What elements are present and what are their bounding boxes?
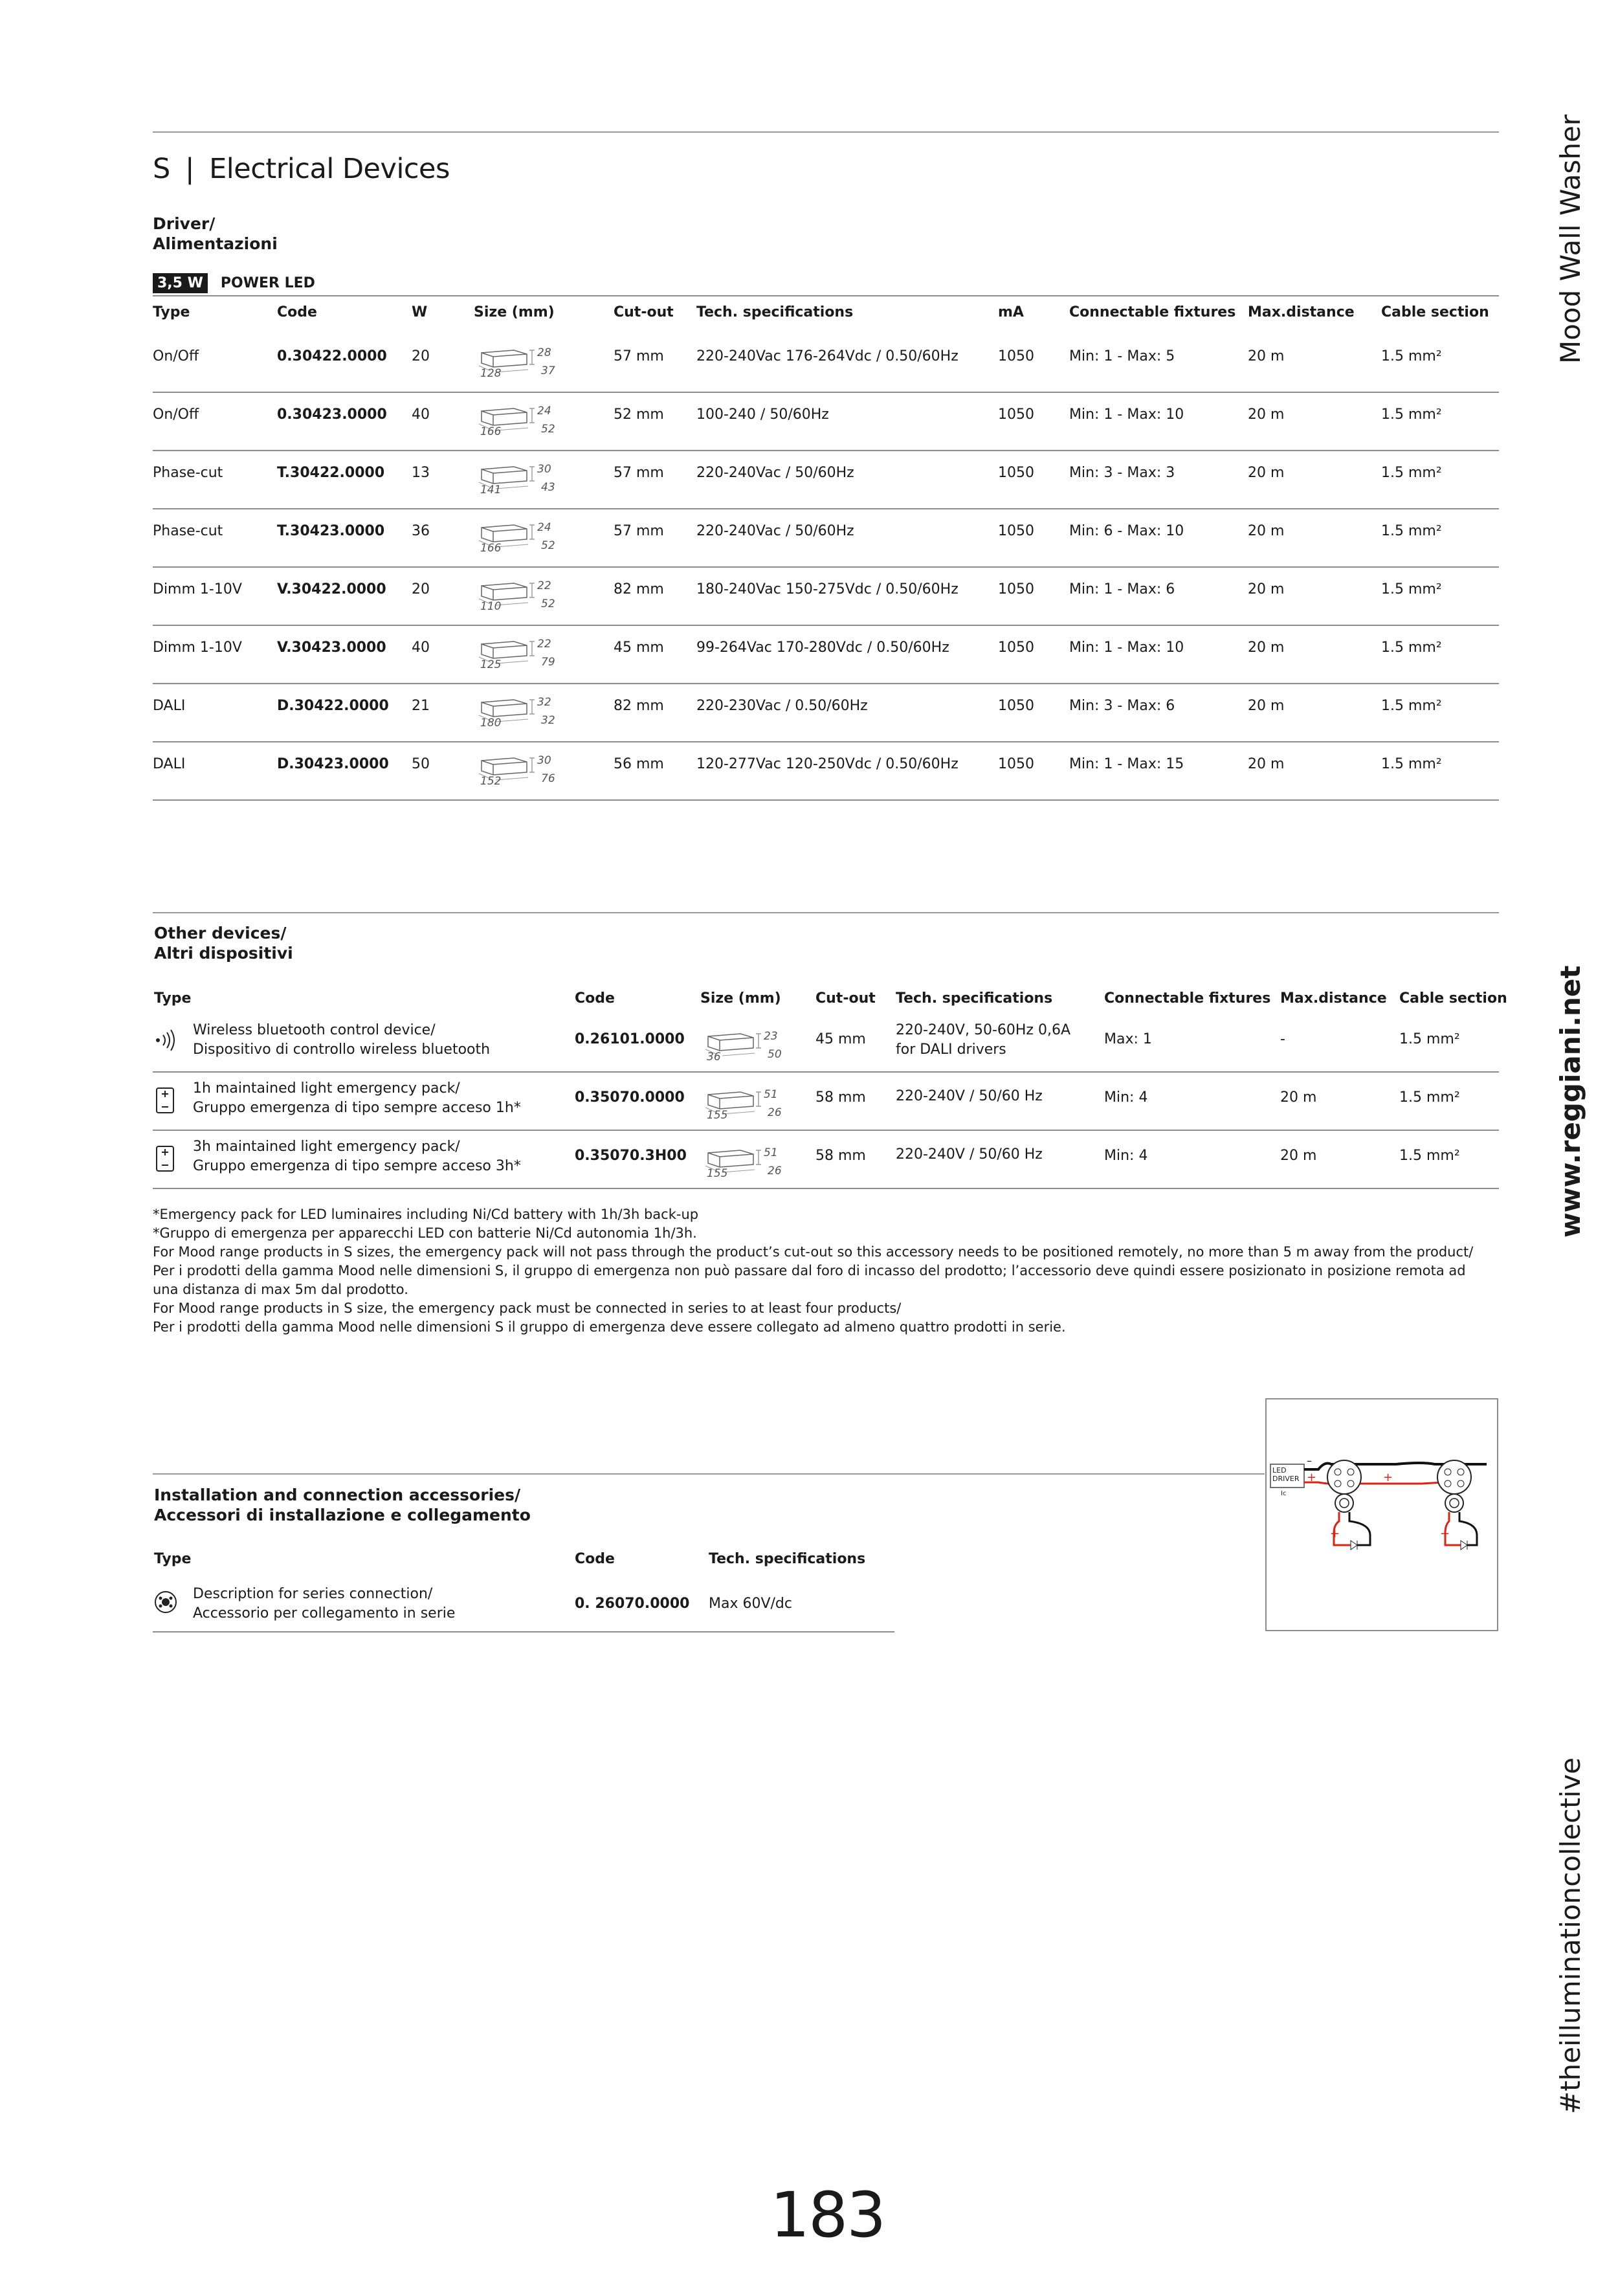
driver-cell-cutout: 56 mm	[614, 756, 664, 772]
driver-cell-maxdist: 20 m	[1248, 348, 1285, 364]
driver-cell-cable: 1.5 mm²	[1381, 640, 1442, 656]
note-line: una distanza di max 5m dal prodotto.	[153, 1282, 408, 1297]
driver-cell-fixtures: Min: 3 - Max: 6	[1069, 698, 1175, 714]
other-col-code: Code	[575, 990, 615, 1007]
driver-cell-maxdist: 20 m	[1248, 465, 1285, 481]
size-length: 180	[480, 717, 502, 730]
size-length: 166	[480, 542, 502, 555]
driver-cell-code: V.30423.0000	[277, 640, 386, 656]
other-size-figure	[700, 1022, 791, 1064]
driver-cell-cutout: 57 mm	[614, 465, 664, 481]
size-length: 110	[480, 600, 502, 613]
driver-cell-tech: 99-264Vac 170-280Vdc / 0.50/60Hz	[696, 640, 949, 656]
driver-cell-fixtures: Min: 1 - Max: 10	[1069, 407, 1184, 423]
driver-cell-code: 0.30422.0000	[277, 348, 387, 364]
driver-row-line	[153, 799, 1499, 801]
other-cell-tech: 220-240V / 50/60 Hz	[896, 1146, 1043, 1163]
driver-col-maxdist: Max.distance	[1248, 304, 1355, 320]
sidebar-hashtag: #theilluminationcollective	[1555, 1757, 1586, 2114]
driver-cell-w: 40	[412, 407, 430, 423]
driver-cell-cutout: 57 mm	[614, 348, 664, 364]
driver-cell-fixtures: Min: 6 - Max: 10	[1069, 523, 1184, 539]
other-size-figure	[700, 1139, 791, 1180]
driver-col-cutout: Cut-out	[614, 304, 674, 320]
other-col-type: Type	[154, 990, 192, 1007]
svg-text:+: +	[1383, 1471, 1393, 1484]
driver-row-line	[153, 625, 1499, 626]
other-cell-maxdist: 20 m	[1280, 1089, 1317, 1106]
note-line: For Mood range products in S sizes, the emergency pack will not pass through the product’s cut-out so this accessory needs to be positioned remotely, no more than 5 m away from the product/	[153, 1244, 1474, 1260]
size-width: 26	[768, 1106, 782, 1119]
driver-cell-w: 13	[412, 465, 430, 481]
other-devices-heading: Other devices/ Altri dispositivi	[154, 924, 293, 963]
size-height: 32	[537, 696, 551, 709]
driver-cell-maxdist: 20 m	[1248, 581, 1285, 597]
driver-cell-w: 20	[412, 581, 430, 597]
install-code: 0. 26070.0000	[575, 1596, 690, 1612]
other-cell-code: 0.26101.0000	[575, 1031, 685, 1047]
wattage-badge: 3,5 W	[153, 273, 208, 293]
driver-cell-maxdist: 20 m	[1248, 640, 1285, 656]
driver-cell-w: 36	[412, 523, 430, 539]
driver-cell-cable: 1.5 mm²	[1381, 465, 1442, 481]
driver-size-figure	[474, 455, 564, 494]
other-row-line	[153, 1130, 1499, 1131]
driver-cell-maxdist: 20 m	[1248, 698, 1285, 714]
size-width: 52	[541, 539, 555, 552]
driver-cell-fixtures: Min: 3 - Max: 3	[1069, 465, 1175, 481]
other-col-cable: Cable section	[1399, 990, 1507, 1007]
size-width: 37	[541, 364, 555, 377]
driver-cell-cable: 1.5 mm²	[1381, 698, 1442, 714]
driver-cell-type: DALI	[153, 698, 186, 714]
other-row-line	[153, 1188, 1499, 1189]
diagram-label: DRIVER	[1272, 1475, 1300, 1483]
driver-cell-ma: 1050	[998, 465, 1034, 481]
footnotes	[153, 1205, 1499, 1337]
bluetooth-wireless-icon	[153, 1027, 179, 1060]
driver-cell-ma: 1050	[998, 348, 1034, 364]
note-line: Per i prodotti della gamma Mood nelle dimensioni S il gruppo di emergenza deve essere collegato ad almeno quattro prodotti in serie.	[153, 1319, 1066, 1335]
driver-cell-tech: 220-240Vac / 50/60Hz	[696, 523, 854, 539]
driver-cell-w: 50	[412, 756, 430, 772]
driver-cell-w: 20	[412, 348, 430, 364]
size-height: 22	[537, 638, 551, 651]
size-width: 52	[541, 597, 555, 610]
size-width: 76	[541, 772, 555, 785]
other-cell-code: 0.35070.3H00	[575, 1148, 687, 1164]
size-height: 24	[537, 405, 551, 418]
size-width: 43	[541, 481, 555, 494]
driver-size-figure	[474, 397, 564, 436]
other-cell-cutout: 45 mm	[815, 1031, 866, 1047]
driver-cell-w: 40	[412, 640, 430, 656]
driver-cell-tech: 180-240Vac 150-275Vdc / 0.50/60Hz	[696, 581, 959, 597]
driver-col-size: Size (mm)	[474, 304, 555, 320]
other-cell-type: Wireless bluetooth control device/ Dispositivo di controllo wireless bluetooth	[193, 1022, 491, 1058]
size-length: 125	[480, 658, 502, 671]
driver-cell-tech: 100-240 / 50/60Hz	[696, 407, 829, 423]
driver-cell-type: On/Off	[153, 348, 199, 364]
size-length: 155	[707, 1109, 728, 1122]
driver-cell-ma: 1050	[998, 756, 1034, 772]
driver-row-line	[153, 683, 1499, 684]
driver-cell-code: V.30422.0000	[277, 581, 386, 597]
other-cell-cutout: 58 mm	[815, 1148, 866, 1164]
driver-cell-ma: 1050	[998, 640, 1034, 656]
installation-rule	[153, 1473, 1265, 1475]
driver-size-figure	[474, 339, 564, 380]
driver-row-line	[153, 508, 1499, 509]
page-number: 183	[770, 2179, 885, 2251]
other-row-line	[153, 1071, 1499, 1073]
driver-cell-ma: 1050	[998, 407, 1034, 423]
other-size-figure	[700, 1080, 791, 1122]
size-height: 22	[537, 579, 551, 592]
size-height: 30	[537, 463, 551, 476]
install-tech: Max 60V/dc	[709, 1596, 792, 1612]
note-line: Per i prodotti della gamma Mood nelle dimensioni S, il gruppo di emergenza non può passare dal foro di incasso del prodotto; l’accessorio deve quindi essere posizionato in posizione remota ad	[153, 1263, 1466, 1278]
other-col-maxdist: Max.distance	[1280, 990, 1387, 1007]
driver-heading: Driver/ Alimentazioni	[153, 214, 278, 253]
install-col-tech: Tech. specifications	[709, 1551, 866, 1567]
size-length: 141	[480, 484, 502, 496]
other-cell-type: 1h maintained light emergency pack/ Gruppo emergenza di tipo sempre acceso 1h*	[193, 1080, 521, 1116]
install-row-line	[153, 1631, 894, 1633]
driver-cell-cable: 1.5 mm²	[1381, 407, 1442, 423]
other-cell-fixtures: Min: 4	[1104, 1089, 1148, 1106]
size-width: 26	[768, 1165, 782, 1177]
other-col-cutout: Cut-out	[815, 990, 876, 1007]
driver-size-figure	[474, 630, 564, 669]
driver-col-type: Type	[153, 304, 190, 320]
driver-cell-type: DALI	[153, 756, 186, 772]
driver-row-line	[153, 450, 1499, 451]
driver-cell-cable: 1.5 mm²	[1381, 348, 1442, 364]
size-width: 52	[541, 423, 555, 436]
size-length: 36	[707, 1051, 721, 1064]
other-cell-type: 3h maintained light emergency pack/ Gruppo emergenza di tipo sempre acceso 3h*	[193, 1139, 521, 1174]
driver-cell-code: T.30423.0000	[277, 523, 385, 539]
badge-label: POWER LED	[220, 275, 315, 291]
page-title: S | Electrical Devices	[153, 153, 450, 185]
sidebar-product-name: Mood Wall Washer	[1555, 114, 1586, 364]
other-cell-fixtures: Max: 1	[1104, 1031, 1152, 1047]
installation-heading: Installation and connection accessories/ Accessori di installazione e collegamento	[154, 1486, 531, 1524]
driver-cell-ma: 1050	[998, 698, 1034, 714]
connector-icon	[153, 1589, 179, 1622]
wiring-diagram	[1265, 1398, 1498, 1631]
other-cell-cable: 1.5 mm²	[1399, 1089, 1460, 1106]
driver-cell-maxdist: 20 m	[1248, 523, 1285, 539]
driver-cell-code: 0.30423.0000	[277, 407, 387, 423]
driver-col-fixtures: Connectable fixtures	[1069, 304, 1236, 320]
size-height: 23	[764, 1030, 778, 1043]
install-col-type: Type	[154, 1551, 192, 1567]
other-col-fixtures: Connectable fixtures	[1104, 990, 1271, 1007]
driver-cell-cable: 1.5 mm²	[1381, 581, 1442, 597]
size-height: 24	[537, 521, 551, 534]
svg-text:+: +	[1307, 1471, 1317, 1484]
driver-size-figure	[474, 572, 564, 613]
other-cell-maxdist: 20 m	[1280, 1148, 1317, 1164]
driver-size-figure	[474, 746, 564, 788]
driver-cell-type: Dimm 1-10V	[153, 640, 242, 656]
svg-text:+: +	[1440, 1527, 1450, 1541]
other-cell-cable: 1.5 mm²	[1399, 1031, 1460, 1047]
driver-cell-fixtures: Min: 1 - Max: 6	[1069, 581, 1175, 597]
other-rule	[153, 912, 1499, 913]
driver-cell-tech: 120-277Vac 120-250Vdc / 0.50/60Hz	[696, 756, 959, 772]
driver-cell-type: Phase-cut	[153, 465, 223, 481]
driver-cell-type: Dimm 1-10V	[153, 581, 242, 597]
driver-cell-fixtures: Min: 1 - Max: 5	[1069, 348, 1175, 364]
driver-cell-code: D.30422.0000	[277, 698, 389, 714]
other-cell-cutout: 58 mm	[815, 1089, 866, 1106]
svg-text:+: +	[1330, 1527, 1340, 1541]
other-col-tech: Tech. specifications	[896, 990, 1053, 1007]
driver-size-figure	[474, 688, 564, 730]
driver-row-line	[153, 566, 1499, 568]
driver-cell-code: T.30422.0000	[277, 465, 385, 481]
size-height: 51	[764, 1146, 778, 1159]
driver-cell-cable: 1.5 mm²	[1381, 523, 1442, 539]
driver-cell-tech: 220-240Vac / 50/60Hz	[696, 465, 854, 481]
note-line: For Mood range products in S size, the emergency pack must be connected in series to at least four products/	[153, 1300, 902, 1316]
top-rule	[153, 131, 1499, 133]
driver-cell-code: D.30423.0000	[277, 756, 389, 772]
size-width: 32	[541, 714, 555, 727]
driver-cell-maxdist: 20 m	[1248, 756, 1285, 772]
size-height: 30	[537, 754, 551, 767]
driver-cell-fixtures: Min: 1 - Max: 15	[1069, 756, 1184, 772]
driver-col-cable: Cable section	[1381, 304, 1489, 320]
driver-cell-type: Phase-cut	[153, 523, 223, 539]
driver-cell-cutout: 82 mm	[614, 698, 664, 714]
size-length: 155	[707, 1167, 728, 1180]
driver-cell-cutout: 52 mm	[614, 407, 664, 423]
sidebar-website: www.reggiani.net	[1555, 965, 1586, 1238]
other-cell-maxdist: -	[1280, 1031, 1285, 1047]
size-length: 152	[480, 775, 502, 788]
other-cell-code: 0.35070.0000	[575, 1089, 685, 1106]
driver-cell-fixtures: Min: 1 - Max: 10	[1069, 640, 1184, 656]
driver-cell-maxdist: 20 m	[1248, 407, 1285, 423]
other-cell-cable: 1.5 mm²	[1399, 1148, 1460, 1164]
driver-cell-cutout: 82 mm	[614, 581, 664, 597]
driver-size-figure	[474, 513, 564, 555]
other-cell-tech: 220-240V, 50-60Hz 0,6A for DALI drivers	[896, 1022, 1071, 1058]
size-width: 50	[768, 1048, 782, 1061]
diagram-sub: Ic	[1281, 1490, 1287, 1497]
note-line: *Gruppo di emergenza per apparecchi LED con batterie Ni/Cd autonomia 1h/3h.	[153, 1225, 697, 1241]
other-cell-fixtures: Min: 4	[1104, 1148, 1148, 1164]
diagram-label: LED	[1272, 1466, 1287, 1475]
battery-icon	[153, 1144, 179, 1176]
driver-col-w: W	[412, 304, 428, 320]
svg-text:–: –	[1307, 1455, 1312, 1467]
battery-icon	[153, 1086, 179, 1118]
driver-cell-type: On/Off	[153, 407, 199, 423]
size-height: 51	[764, 1088, 778, 1101]
other-col-size: Size (mm)	[700, 990, 781, 1007]
driver-cell-w: 21	[412, 698, 430, 714]
power-badge-row	[153, 273, 315, 293]
note-line: *Emergency pack for LED luminaires including Ni/Cd battery with 1h/3h back-up	[153, 1207, 699, 1222]
size-width: 79	[541, 656, 555, 669]
size-length: 128	[480, 367, 502, 380]
driver-row-line	[153, 392, 1499, 393]
size-length: 166	[480, 425, 502, 438]
install-col-code: Code	[575, 1551, 615, 1567]
other-cell-tech: 220-240V / 50/60 Hz	[896, 1088, 1043, 1104]
driver-cell-ma: 1050	[998, 523, 1034, 539]
driver-col-ma: mA	[998, 304, 1024, 320]
driver-cell-tech: 220-240Vac 176-264Vdc / 0.50/60Hz	[696, 348, 959, 364]
driver-cell-tech: 220-230Vac / 0.50/60Hz	[696, 698, 868, 714]
driver-col-tech: Tech. specifications	[696, 304, 854, 320]
driver-col-code: Code	[277, 304, 317, 320]
driver-cell-cutout: 45 mm	[614, 640, 664, 656]
size-height: 28	[537, 346, 551, 359]
driver-cell-cable: 1.5 mm²	[1381, 756, 1442, 772]
driver-cell-ma: 1050	[998, 581, 1034, 597]
install-type: Description for series connection/ Accessorio per collegamento in serie	[193, 1586, 456, 1622]
badge-underline	[153, 295, 1499, 296]
driver-row-line	[153, 741, 1499, 742]
driver-cell-cutout: 57 mm	[614, 523, 664, 539]
